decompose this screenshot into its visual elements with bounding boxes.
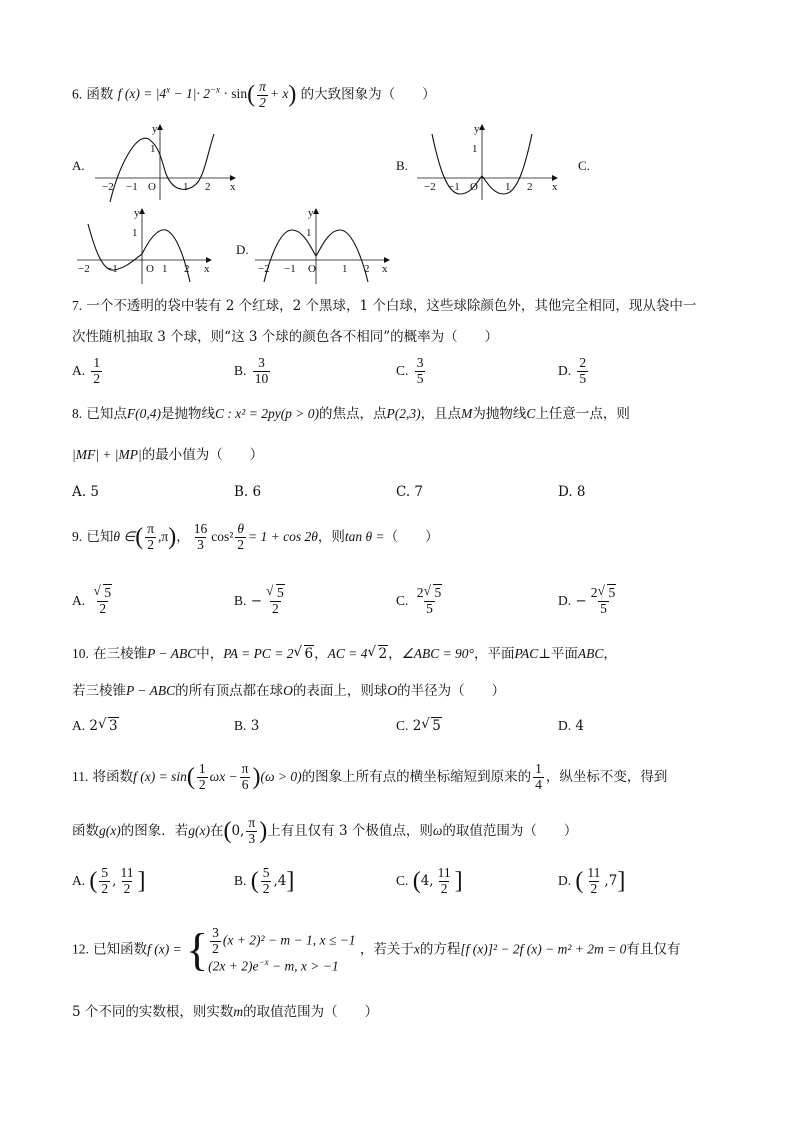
question-number: 7. xyxy=(72,298,83,313)
y-arrow xyxy=(479,124,485,130)
x-tick-1: 1 xyxy=(342,263,348,275)
q10-option-a[interactable]: A. 2√ 3 xyxy=(72,718,119,734)
x-tick-2: 2 xyxy=(364,263,370,275)
question-11-line-2: 函数g(x)的图象．若g(x)在(0, $\frac{\pi}{3}$ )上有且仅有 3 个极值点，则ω的取值范围为（ ） xyxy=(72,815,578,846)
y-label: y xyxy=(134,207,140,219)
q10-option-d[interactable]: D. 4 xyxy=(558,718,585,734)
q11-option-b[interactable]: B. ( $\frac{5}{2}$ ,4] xyxy=(234,865,295,896)
q10-option-c[interactable]: C. 2√ 5 xyxy=(396,718,442,734)
y-arrow xyxy=(313,208,319,214)
x-tick-neg1: −1 xyxy=(106,263,118,275)
question-12: 12. 已知函数f (x) = { $\frac{3}{2}$ (x + 2)² − m − 1, x ≤ −1 $(2x + 2)e^{-x} - m$, x > −1 ，若关于x的方程[f (x)]² − 2f (x) − m² + 2m = 0有且仅有 xyxy=(72,924,681,976)
q7-option-b[interactable]: B. $\frac{3}{10}$ xyxy=(234,355,269,386)
y-arrow xyxy=(157,124,163,130)
curve-c xyxy=(88,224,190,282)
x-tick-neg2: −2 xyxy=(78,263,90,275)
function-formula: f $(x) = |4^x - 1|\cdot 2^{-x} \cdot \sin$( $\frac{\pi}{2}$ + x) xyxy=(117,79,297,110)
q8-option-b[interactable]: B. 6 xyxy=(234,484,262,500)
x-tick-1: 1 xyxy=(505,181,511,193)
graph-option-b xyxy=(412,122,562,204)
y-arrow xyxy=(139,208,145,214)
x-tick-neg2: −2 xyxy=(424,181,436,193)
question-lead: 函数 xyxy=(86,86,114,103)
origin-label: O xyxy=(470,181,478,193)
question-8-line-2: |MF| + |MP|的最小值为（ ） xyxy=(72,447,264,463)
y-tick-1: 1 xyxy=(306,227,312,239)
graph-option-d xyxy=(250,206,400,288)
x-label: x xyxy=(204,263,210,275)
graph-option-c xyxy=(72,206,222,288)
q7-option-c[interactable]: C. $\frac{3}{5}$ xyxy=(396,355,424,386)
question-7-line-2 xyxy=(72,329,498,345)
q10-option-b[interactable]: B. 3 xyxy=(234,718,260,734)
question-9: 9. 已知θ ∈( $\frac{\pi}{2}$ ,π)， $\frac{16}{3}$ cos² $\frac{\theta}{2}$ = 1 + cos 2θ，则tan θ =（ ） xyxy=(72,521,439,552)
question-11: 11. 将函数f (x) = sin( $\frac{1}{2}$ ωx − $\frac{\pi}{6}$ )(ω > 0)的图象上所有点的横坐标缩短到原来的 $\frac{1}{4}$ ，纵坐标不变，得到 xyxy=(72,761,668,792)
q9-option-a[interactable]: A. √ $\frac{5}{2}$ xyxy=(72,586,116,617)
q9-option-c[interactable]: C. $\frac{2√ 5}{5}$ xyxy=(396,586,446,617)
question-number: 6. xyxy=(72,86,83,102)
y-label: y xyxy=(308,207,314,219)
x-tick-2: 2 xyxy=(527,181,533,193)
x-tick-neg1: −1 xyxy=(126,181,138,193)
q8-option-a[interactable]: A. 5 xyxy=(72,484,99,500)
question-10-line-2: 若三棱锥P − ABC的所有顶点都在球O的表面上，则球O的半径为（ ） xyxy=(72,683,506,699)
origin-label: O xyxy=(146,263,154,275)
question-number: 8. xyxy=(72,406,83,421)
origin-label: O xyxy=(308,263,316,275)
x-tick-neg2: −2 xyxy=(258,263,270,275)
question-7 xyxy=(72,298,696,314)
x-tick-1: 1 xyxy=(162,263,168,275)
graph-option-a xyxy=(90,122,240,204)
y-tick-1: 1 xyxy=(150,143,156,155)
q8-option-c[interactable]: C. 7 xyxy=(396,484,424,500)
option-d-label: D. xyxy=(236,242,249,257)
question-line-2: 次性随机抽取 3 个球，则“这 3 个球的颜色各不相同”的概率为（ ） xyxy=(72,329,499,345)
q8-option-d[interactable]: D. 8 xyxy=(558,484,586,500)
q9-option-d[interactable]: D. − $\frac{2√ 5}{5}$ xyxy=(558,586,620,617)
q11-option-a[interactable]: A. ( $\frac{5}{2}$ , $\frac{11}{2}$ ] xyxy=(72,865,146,896)
x-tick-2: 2 xyxy=(205,181,211,193)
question-8: 8. 已知点F(0,4)是抛物线C : x² = 2py(p > 0)的焦点，点P(2,3)，且点M为抛物线C上任意一点，则 xyxy=(72,406,630,422)
x-tick-2: 2 xyxy=(184,263,190,275)
q7-option-a[interactable]: A. $\frac{1}{2}$ xyxy=(72,355,101,386)
y-label: y xyxy=(152,123,158,135)
question-6 xyxy=(72,80,436,111)
origin-label: O xyxy=(148,181,156,193)
question-tail: 的大致图象为（ ） xyxy=(300,86,436,103)
q7-option-d[interactable]: D. $\frac{2}{5}$ xyxy=(558,355,587,386)
x-tick-1: 1 xyxy=(183,181,189,193)
x-label: x xyxy=(230,181,236,193)
question-line-1: 一个不透明的袋中装有 2 个红球，2 个黑球，1 个白球，这些球除颜色外，其他完全相同，现从袋中一 xyxy=(86,298,697,314)
option-b-label: B. xyxy=(396,158,408,173)
x-tick-neg1: −1 xyxy=(448,181,460,193)
y-label: y xyxy=(474,123,480,135)
x-tick-neg1: −1 xyxy=(284,263,296,275)
y-tick-1: 1 xyxy=(132,227,138,239)
question-12-line-2: 5 个不同的实数根，则实数m的取值范围为（ ） xyxy=(72,1004,379,1020)
y-tick-1: 1 xyxy=(472,143,478,155)
option-c-label: C. xyxy=(578,158,590,173)
q11-option-d[interactable]: D. ( $\frac{11}{2}$ ,7] xyxy=(558,865,626,896)
q11-option-c[interactable]: C. (4, $\frac{11}{2}$ ] xyxy=(396,865,463,896)
x-label: x xyxy=(552,181,558,193)
x-label: x xyxy=(382,263,388,275)
x-tick-neg2: −2 xyxy=(102,181,114,193)
question-10: 10. 在三棱锥P − ABC中，PA = PC = 2√ 6，AC = 4√ 2，∠ABC = 90°，平面PAC⊥平面ABC， xyxy=(72,646,617,662)
q9-option-b[interactable]: B. − √ $\frac{5}{2}$ xyxy=(234,586,289,617)
option-a-label: A. xyxy=(72,158,85,173)
